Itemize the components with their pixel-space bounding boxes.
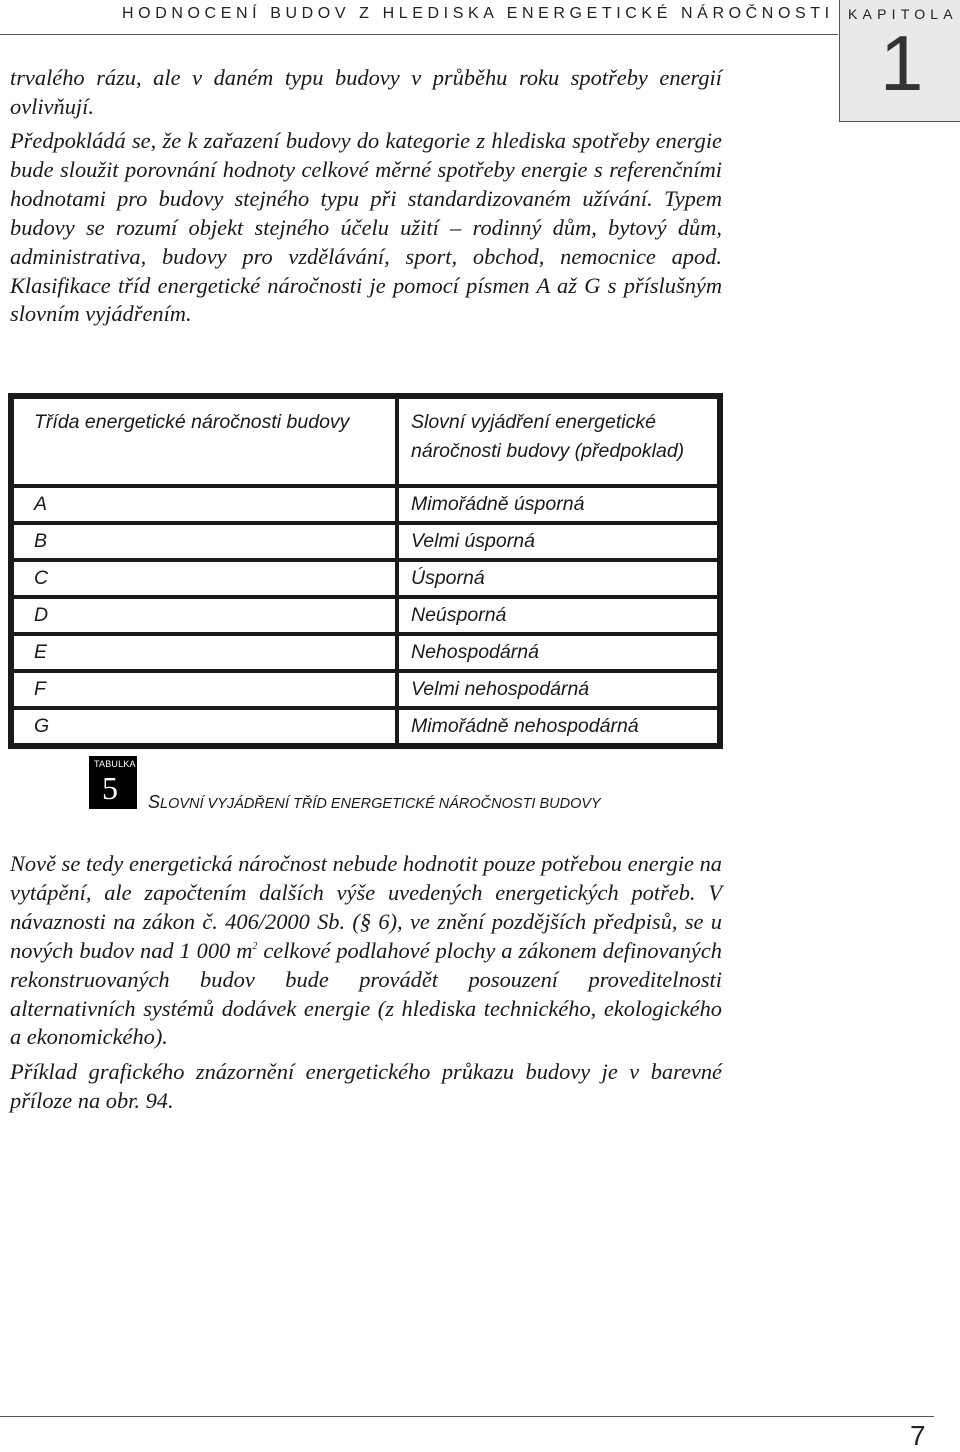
footer-rule bbox=[0, 1416, 934, 1417]
table-cell-class: F bbox=[11, 671, 397, 708]
table-caption bbox=[148, 792, 601, 813]
table-cell-class: D bbox=[11, 597, 397, 634]
energy-class-table bbox=[8, 393, 723, 749]
table-row bbox=[11, 523, 720, 560]
table-cell-description: Mimořádně úsporná bbox=[397, 486, 720, 523]
header-rule bbox=[0, 34, 838, 35]
table-header-description: Slovní vyjádření energetické náročnosti budovy (předpoklad) bbox=[397, 396, 720, 486]
chapter-label: KAPITOLA bbox=[848, 6, 958, 22]
table-row bbox=[11, 486, 720, 523]
table-row bbox=[11, 671, 720, 708]
table-cell-description: Nehospodárná bbox=[397, 634, 720, 671]
table-cell-description: Mimořádně nehospodárná bbox=[411, 715, 639, 737]
table-cell-description: Velmi nehospodárná bbox=[397, 671, 720, 708]
running-header-title: HODNOCENÍ BUDOV Z HLEDISKA ENERGETICKÉ NÁROČNOSTI bbox=[122, 5, 834, 22]
chapter-box bbox=[839, 0, 960, 122]
table-header-row bbox=[11, 396, 720, 486]
table-cell-class: C bbox=[11, 560, 397, 597]
table-cell-description: Velmi úsporná bbox=[397, 523, 720, 560]
badge-number: 5 bbox=[102, 770, 118, 806]
table-cell-class: B bbox=[11, 523, 397, 560]
paragraph-3 bbox=[10, 850, 722, 1052]
paragraph-2: Předpokládá se, že k zařazení budovy do kategorie z hlediska spotřeby energie bude sloužit porovnání hodnoty celkové měrné spotřeby energie s referenčními hodnotami pro budovy stejného typu při standardizovaném užívání. Typem budovy se rozumí objekt stejného účelu užití – rodinný dům, bytový dům, administrativa, budovy pro vzdělávání, sport, obchod, nemocnice apod. Klasifikace tříd energetické náročnosti je pomocí písmen A až G s příslušným slovním vyjádřením. bbox=[10, 128, 722, 327]
table-row bbox=[11, 634, 720, 671]
caption-initial: S bbox=[148, 792, 161, 812]
table-row bbox=[11, 560, 720, 597]
table-cell-description: Neúsporná bbox=[397, 597, 720, 634]
paragraph-3-part-2: celkové podlahové plochy a zákonem definovaných rekonstruovaných budov bude provádět posouzení proveditelnosti alternativních systémů dodávek energie (z hlediska technického, ekologického a ekonomického). bbox=[10, 937, 722, 1050]
superscript-2: 2 bbox=[252, 940, 258, 952]
table-number-badge bbox=[89, 756, 137, 809]
table-header-class: Třída energetické náročnosti budovy bbox=[11, 396, 397, 486]
table-row bbox=[11, 597, 720, 634]
table-cell-description: Úsporná bbox=[397, 560, 720, 597]
chapter-number: 1 bbox=[880, 19, 924, 107]
table-cell-class: E bbox=[11, 634, 397, 671]
paragraph-1: trvalého rázu, ale v daném typu budovy v průběhu roku spotřeby energií ovlivňují. bbox=[10, 65, 722, 119]
paragraph-4: Příklad grafického znázornění energetického průkazu budovy je v barevné příloze na obr. 94. bbox=[10, 1059, 722, 1113]
paragraph-3-part-1: Nově se tedy energetická náročnost nebude hodnotit pouze potřebou energie na vytápění, ale započtením dalších výše uvedených energetických potřeb. V návaznosti na zákon č. 406/2000 Sb. (§ 6), ve znění pozdějších předpisů, se u nových budov nad 1 000 m bbox=[10, 851, 722, 963]
table-cell-class: A bbox=[11, 486, 397, 523]
caption-text: LOVNÍ VYJÁDŘENÍ TŘÍD ENERGETICKÉ NÁROČNOSTI BUDOVY bbox=[160, 796, 601, 812]
badge-label: TABULKA bbox=[94, 759, 136, 769]
page-number: 7 bbox=[910, 1420, 926, 1451]
table-cell-class: G bbox=[11, 708, 397, 746]
table-row bbox=[11, 708, 720, 746]
